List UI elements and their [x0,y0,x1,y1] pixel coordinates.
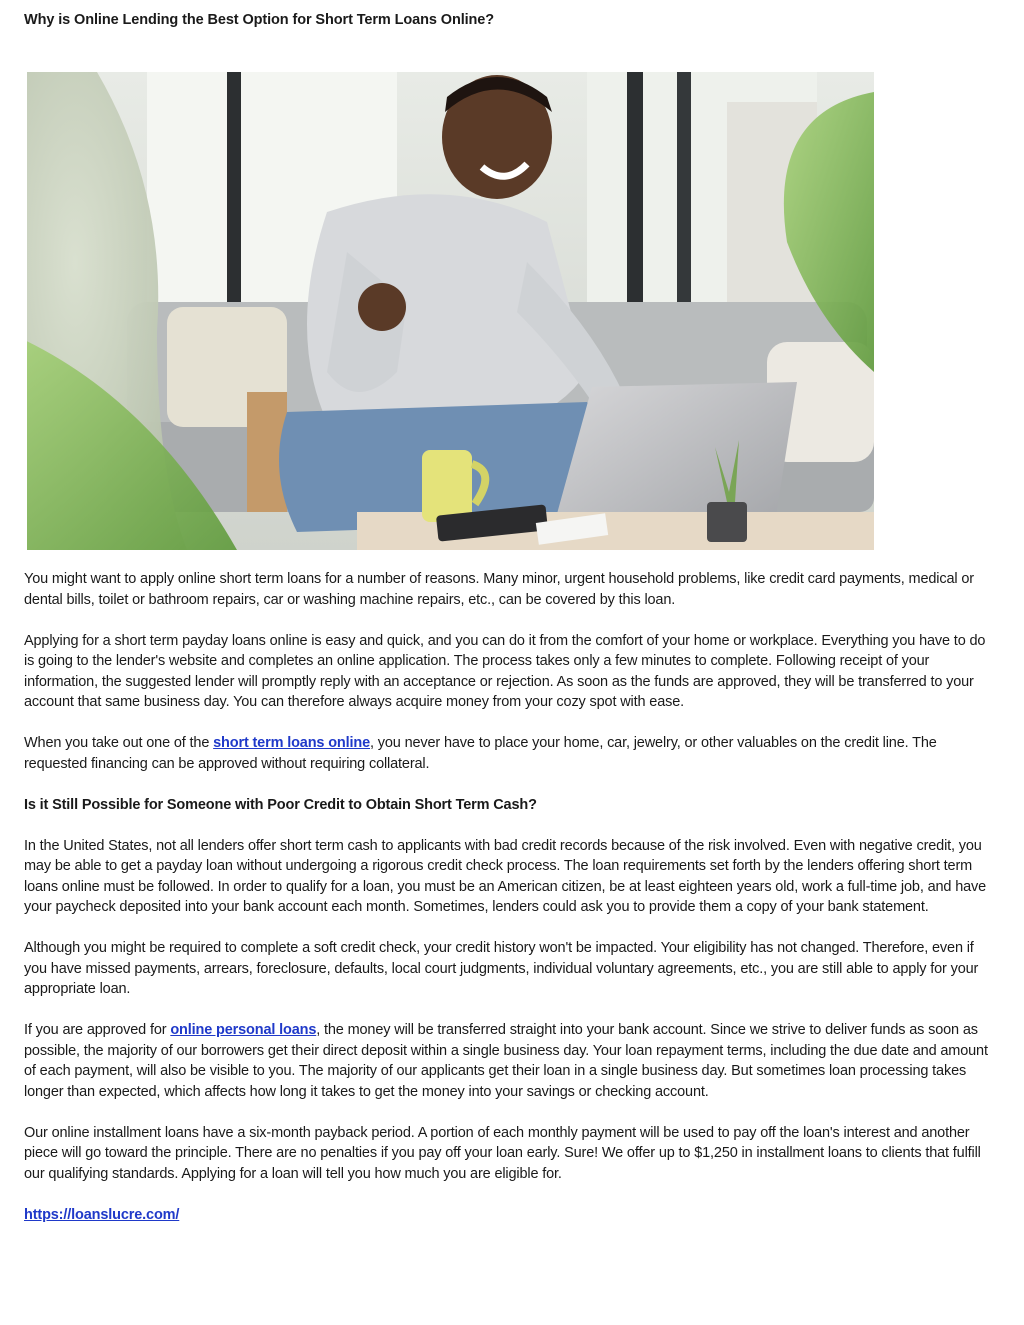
mug [422,450,472,522]
person-fist [358,283,406,331]
paragraph-4: In the United States, not all lenders offer short term cash to applicants with bad credit records because of the risk involved. Even with negative credit, you may be able to get a payday loan without undergoing a rigorous credit check process. The loan requirements set forth by the lenders offering short term loans online must be followed. In order to qualify for a loan, you must be an American citizen, be at least eighteen years old, work a full-time job, and have your paycheck deposited into your bank account each month. Sometimes, lenders could ask you to provide them a copy of your bank statement. [24,837,987,915]
paragraph-3-rest: , you never have to place your home, car, jewelry, or other valuables on the credit line. The requested financing can be approved without requiring collateral. [24,735,937,772]
paragraph-6-rest: , the money will be transferred straight into your bank account. Since we strive to deliver funds as soon as possible, the majority of our borrowers get their direct deposit within a single business day. Your loan repayment terms, including the due date and amount of each payment, will also be visible to you. The majority of our applicants get their loan in a single business day. But sometimes loan processing takes longer than expected, which affects how long it takes to get the money into your savings or checking account. [24,1022,988,1100]
hero-photo [27,72,874,550]
paragraph-1: You might want to apply online short term loans for a number of reasons. Many minor, urgent household problems, like credit card payments, medical or dental bills, toilet or bathroom repairs, car or washing machine repairs, etc., can be covered by this loan. [24,571,974,608]
short-term-loans-link[interactable]: short term loans online [213,735,371,751]
site-link-line [24,1205,996,1226]
plant-pot [707,502,747,542]
paragraph-6-lead: If you are approved for [24,1022,171,1038]
paragraph-5: Although you might be required to complete a soft credit check, your credit history won't be impacted. Your eligibility has not changed. Therefore, even if you have missed payments, arrears, foreclosure, defaults, local court judgments, individual voluntary agreements, etc., you are still able to apply for your appropriate loan. [24,940,979,997]
article-body [24,569,996,1246]
hero-photo-illustration [27,72,874,550]
online-personal-loans-link[interactable]: online personal loans [170,1022,317,1038]
paragraph-2: Applying for a short term payday loans online is easy and quick, and you can do it from the comfort of your home or workplace. Everything you have to do is going to the lender's website and completes an online application. The process takes only a few minutes to complete. Following receipt of your information, the suggested lender will promptly reply with an acceptance or rejection. As soon as the funds are approved, they will be transferred to your account that same business day. You can therefore always acquire money from your cozy spot with ease. [24,632,986,710]
paragraph-7: Our online installment loans have a six-month payback period. A portion of each monthly payment will be used to pay off the loan's interest and another piece will go toward the principle. There are no penalties if you pay off your loan early. Sure! We offer up to $1,250 in installment loans to clients that fulfill our qualifying standards. Applying for a loan will tell you how much you are eligible for. [24,1124,981,1182]
paragraph-6 [24,1020,996,1102]
site-url-link[interactable]: https://loanslucre.com/ [24,1206,180,1223]
paragraph-3-lead: When you take out one of the [24,735,214,751]
paragraph-3 [24,733,996,774]
page-title: Why is Online Lending the Best Option for Short Term Loans Online? [24,12,495,28]
section-heading: Is it Still Possible for Someone with Poor Credit to Obtain Short Term Cash? [24,796,537,813]
